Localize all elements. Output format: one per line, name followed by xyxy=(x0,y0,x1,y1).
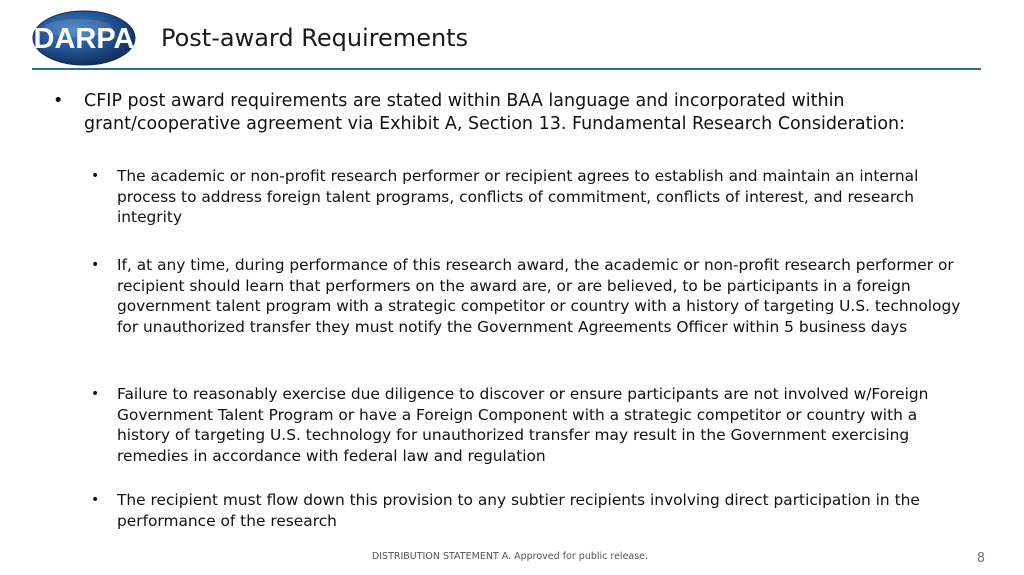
title-divider xyxy=(32,68,981,70)
sub-bullet-marker: • xyxy=(91,257,100,273)
distribution-statement: DISTRIBUTION STATEMENT A. Approved for public release. xyxy=(371,551,649,562)
sub-bullet-text: The academic or non-profit research performer or recipient agrees to establish and maintain an internal process to address foreign talent programs, conflicts of commitment, conflicts of interest, and research integrity xyxy=(117,167,919,226)
logo-text: DARPA xyxy=(33,23,135,55)
page-number: 8 xyxy=(976,551,985,566)
darpa-logo xyxy=(32,10,136,66)
bullet-marker: • xyxy=(53,91,64,111)
sub-bullet-marker: • xyxy=(91,386,100,402)
sub-bullet-marker: • xyxy=(91,492,100,508)
sub-bullet-text: Failure to reasonably exercise due diligence to discover or ensure participants are not involved w/Foreign Government Talent Program or have a Foreign Component with a strategic competitor or country with a history of targeting U.S. technology for unauthorized transfer may result in the Government exercising remedies in accordance with federal law and regulation xyxy=(117,385,929,465)
sub-bullet-text: The recipient must flow down this provision to any subtier recipients involving direct participation in the performance of the research xyxy=(117,491,920,530)
page-title: Post-award Requirements xyxy=(161,24,469,52)
sub-bullet-text: If, at any time, during performance of this research award, the academic or non-profit research performer or recipient should learn that performers on the award are, or are believed, to be participants in a foreign government talent program with a strategic competitor or country with a history of targeting U.S. technology for unauthorized transfer they must notify the Government Agreements Officer within 5 business days xyxy=(117,256,961,336)
sub-bullet-marker: • xyxy=(91,168,100,184)
main-bullet-text: CFIP post award requirements are stated within BAA language and incorporated within grant/cooperative agreement via Exhibit A, Section 13. Fundamental Research Consideration: xyxy=(84,91,906,134)
darpa-logo-graphic xyxy=(32,10,136,66)
